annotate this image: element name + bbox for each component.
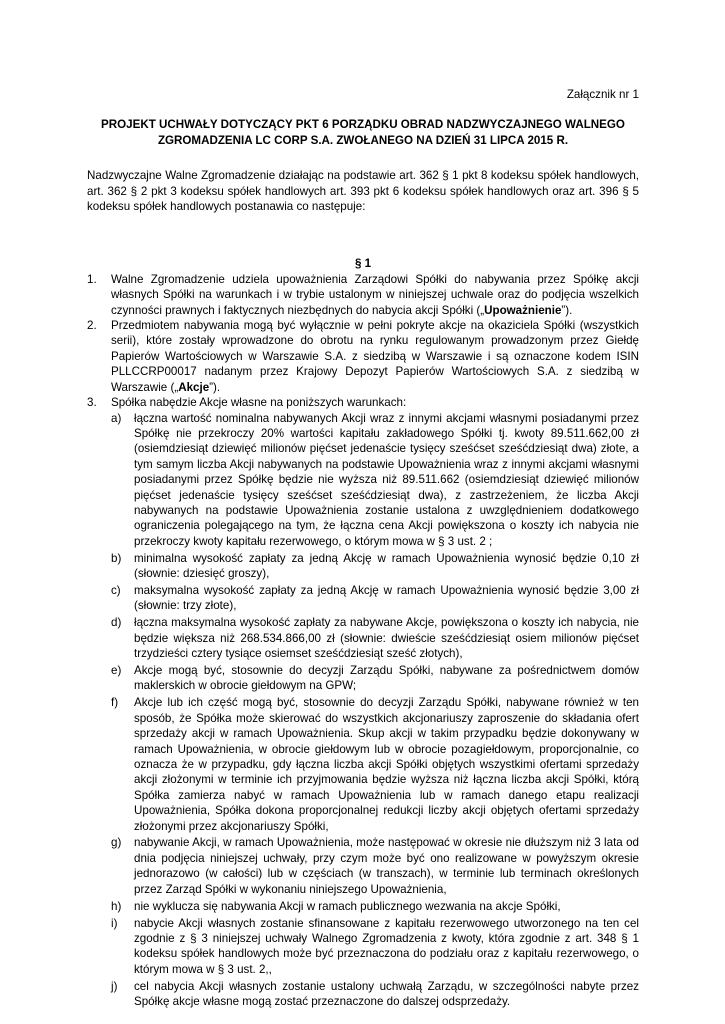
sub-item-text: nie wyklucza się nabywania Akcji w ramach publicznego wezwania na akcje Spółki, — [134, 899, 561, 913]
sub-item-letter: f) — [111, 696, 119, 710]
sub-list-item — [111, 835, 639, 897]
sub-item-text: maksymalna wysokość zapłaty za jedną Akcję w ramach Upoważnienia wynosić będzie 3,00 zł (słownie: trzy złote), — [134, 583, 639, 613]
sub-item-text: Akcje lub ich część mogą być, stosownie do decyzji Zarządu Spółki, nabywane również w ten sposób, że Spółka może skierować do wszystkich akcjonariuszy zaproszenie do składania ofert sprzedaży akcji w ramach Upoważnienia. Skup akcji w takim przypadku będzie dokonywany w ramach Upoważnienia, w obrocie giełdowym lub w obrocie pozagiełdowym, proporcjonalnie, co oznacza że w przypadku, gdy łączna liczba akcji Spółki objętych wszystkimi ofertami sprzedaży akcji złożonymi w terminie ich przyjmowania będzie wyższa niż łączna liczba akcji Spółki, którą Spółka zamierza nabyć w ramach Upoważnienia lub w ramach danego etapu realizacji Upoważnienia, Spółka dokona proporcjonalnej redukcji liczby akcji objętych ofertami sprzedaży złożonymi przez akcjonariuszy Spółki, — [134, 696, 639, 833]
list-item — [87, 395, 639, 1009]
sub-item-letter: a) — [111, 411, 122, 425]
sub-list-item — [111, 979, 639, 1010]
sub-item-letter: g) — [111, 836, 122, 850]
sub-list-item — [111, 695, 639, 834]
sub-list-item — [111, 916, 639, 978]
sub-item-text: nabycie Akcji własnych zostanie sfinansowane z kapitału rezerwowego utworzonego na ten cel zgodnie z § 3 niniejszej uchwały Walnego Zgromadzenia z kwoty, która zgodnie z art. 348 § 1 kodeksu spółek handlowych może być przeznaczona do podziału oraz z kapitału rezerwowego, o którym mowa w § 3 ust. 2,, — [134, 916, 639, 976]
item-number: 3. — [87, 396, 97, 410]
item-text-tail: ”). — [561, 303, 573, 317]
sub-item-letter: d) — [111, 616, 122, 630]
list-item — [87, 272, 639, 318]
defined-term: Akcje — [178, 380, 210, 394]
document-title: PROJEKT UCHWAŁY DOTYCZĄCY PKT 6 PORZĄDKU OBRAD NADZWYCZAJNEGO WALNEGO ZGROMADZENIA LC CORP S.A. ZWOŁANEGO NA DZIEŃ 31 LIPCA 2015 R. — [101, 118, 625, 147]
list-item — [87, 318, 639, 395]
sub-list — [111, 411, 639, 1010]
sub-item-text: łączna maksymalna wysokość zapłaty za nabywane Akcje, powiększona o koszty ich nabycia, nie będzie większa niż 268.534.866,00 zł (słownie: dwieście sześćdziesiąt osiem milionów pięćset trzydzieści cztery tysiące osiemset sześćdziesiąt sześć złotych), — [134, 616, 639, 661]
item-text-tail: ”). — [209, 380, 221, 394]
main-list — [87, 272, 639, 1010]
sub-item-letter: h) — [111, 899, 122, 913]
intro-paragraph: Nadzwyczajne Walne Zgromadzenie działając na podstawie art. 362 § 1 pkt 8 kodeksu spółek handlowych, art. 362 § 2 pkt 3 kodeksu spółek handlowych art. 393 pkt 6 kodeksu spółek handlowych oraz art. 396 § 5 kodeksu spółek handlowych postanawia co następuje: — [87, 169, 639, 214]
sub-item-letter: b) — [111, 551, 122, 565]
item-text: Walne Zgromadzenie udziela upoważnienia Zarządowi Spółki do nabywania przez Spółkę akcji własnych Spółki na warunkach i w trybie ustalonym w niniejszej uchwale oraz do podjęcia wszelkich czynności prawnych i faktycznych niezbędnych do nabycia akcji Spółki („ — [111, 272, 639, 317]
sub-item-text: nabywanie Akcji, w ramach Upoważnienia, może następować w okresie nie dłuższym niż 3 lata od dnia podjęcia niniejszej uchwały, przy czym może być ono realizowane w powyższym okresie jednorazowo (w całości) lub w częściach (w transzach), w terminie lub terminach określonych przez Zarząd Spółki w wykonaniu niniejszego Upoważnienia, — [134, 836, 639, 896]
sub-list-item — [111, 551, 639, 582]
sub-item-text: cel nabycia Akcji własnych zostanie ustalony uchwałą Zarządu, w szczególności nabyte przez Spółkę akcje własne mogą zostać przeznaczone do dalszej odsprzedaży. — [134, 979, 639, 1009]
section-heading: § 1 — [354, 257, 372, 271]
sub-list-item — [111, 663, 639, 694]
item-text: Spółka nabędzie Akcje własne na poniższych warunkach: — [111, 396, 407, 410]
sub-list-item — [111, 583, 639, 614]
sub-item-text: Akcje mogą być, stosownie do decyzji Zarządu Spółki, nabywane za pośrednictwem domów maklerskich w obrocie giełdowym na GPW; — [134, 664, 639, 693]
sub-item-text: łączna wartość nominalna nabywanych Akcji wraz z innymi akcjami własnymi posiadanymi przez Spółkę nie przekroczy 20% wartości kapitału zakładowego Spółki tj. kwoty 89.511.662,00 zł (osiemdziesiąt dziewięć milionów pięćset jedenaście tysięcy sześćset sześćdziesiąt dwa) złote, a tym samym liczba Akcji nabywanych na podstawie Upoważnienia wraz z innymi akcjami własnymi posiadanymi przez Spółkę będzie nie wyższa niż 89.511.662 (osiemdziesiąt dziewięć milionów pięćset jedenaście tysięcy sześćset sześćdziesiąt dwa), z zastrzeżeniem, że liczba Akcji nabywanych na podstawie Upoważnienia zostanie ustalona z uwzględnieniem dodatkowego ograniczenia polegającego na tym, że łączna cena Akcji powiększona o koszty ich nabycia nie przekroczy kwoty kapitału rezerwowego, o którym mowa w § 3 ust. 2 ; — [134, 411, 639, 548]
sub-item-letter: j) — [111, 979, 118, 993]
sub-item-letter: i) — [111, 916, 118, 930]
sub-item-letter: c) — [111, 583, 121, 597]
defined-term: Upoważnienie — [484, 303, 562, 317]
sub-list-item — [111, 899, 639, 914]
sub-item-letter: e) — [111, 664, 122, 677]
item-number: 2. — [87, 319, 97, 333]
item-text: Przedmiotem nabywania mogą być wyłącznie w pełni pokryte akcje na okaziciela Spółki (wszystkich serii), które zostały wprowadzone do obrotu na rynku regulowanym prowadzonym przez Giełdę Papierów Wartościowych w Warszawie S.A. z siedzibą w Warszawie i są oznaczone kodem ISIN PLLCCRP00017 nadanym przez Krajowy Depozyt Papierów Wartościowych S.A. z siedzibą w Warszawie („ — [111, 319, 639, 394]
item-number: 1. — [87, 272, 97, 286]
sub-item-text: minimalna wysokość zapłaty za jedną Akcję w ramach Upoważnienia wynosić będzie 0,10 zł (słownie: dziesięć groszy), — [134, 551, 639, 581]
sub-list-item — [111, 411, 639, 550]
sub-list-item — [111, 615, 639, 661]
annex-label: Załącznik nr 1 — [566, 88, 639, 101]
